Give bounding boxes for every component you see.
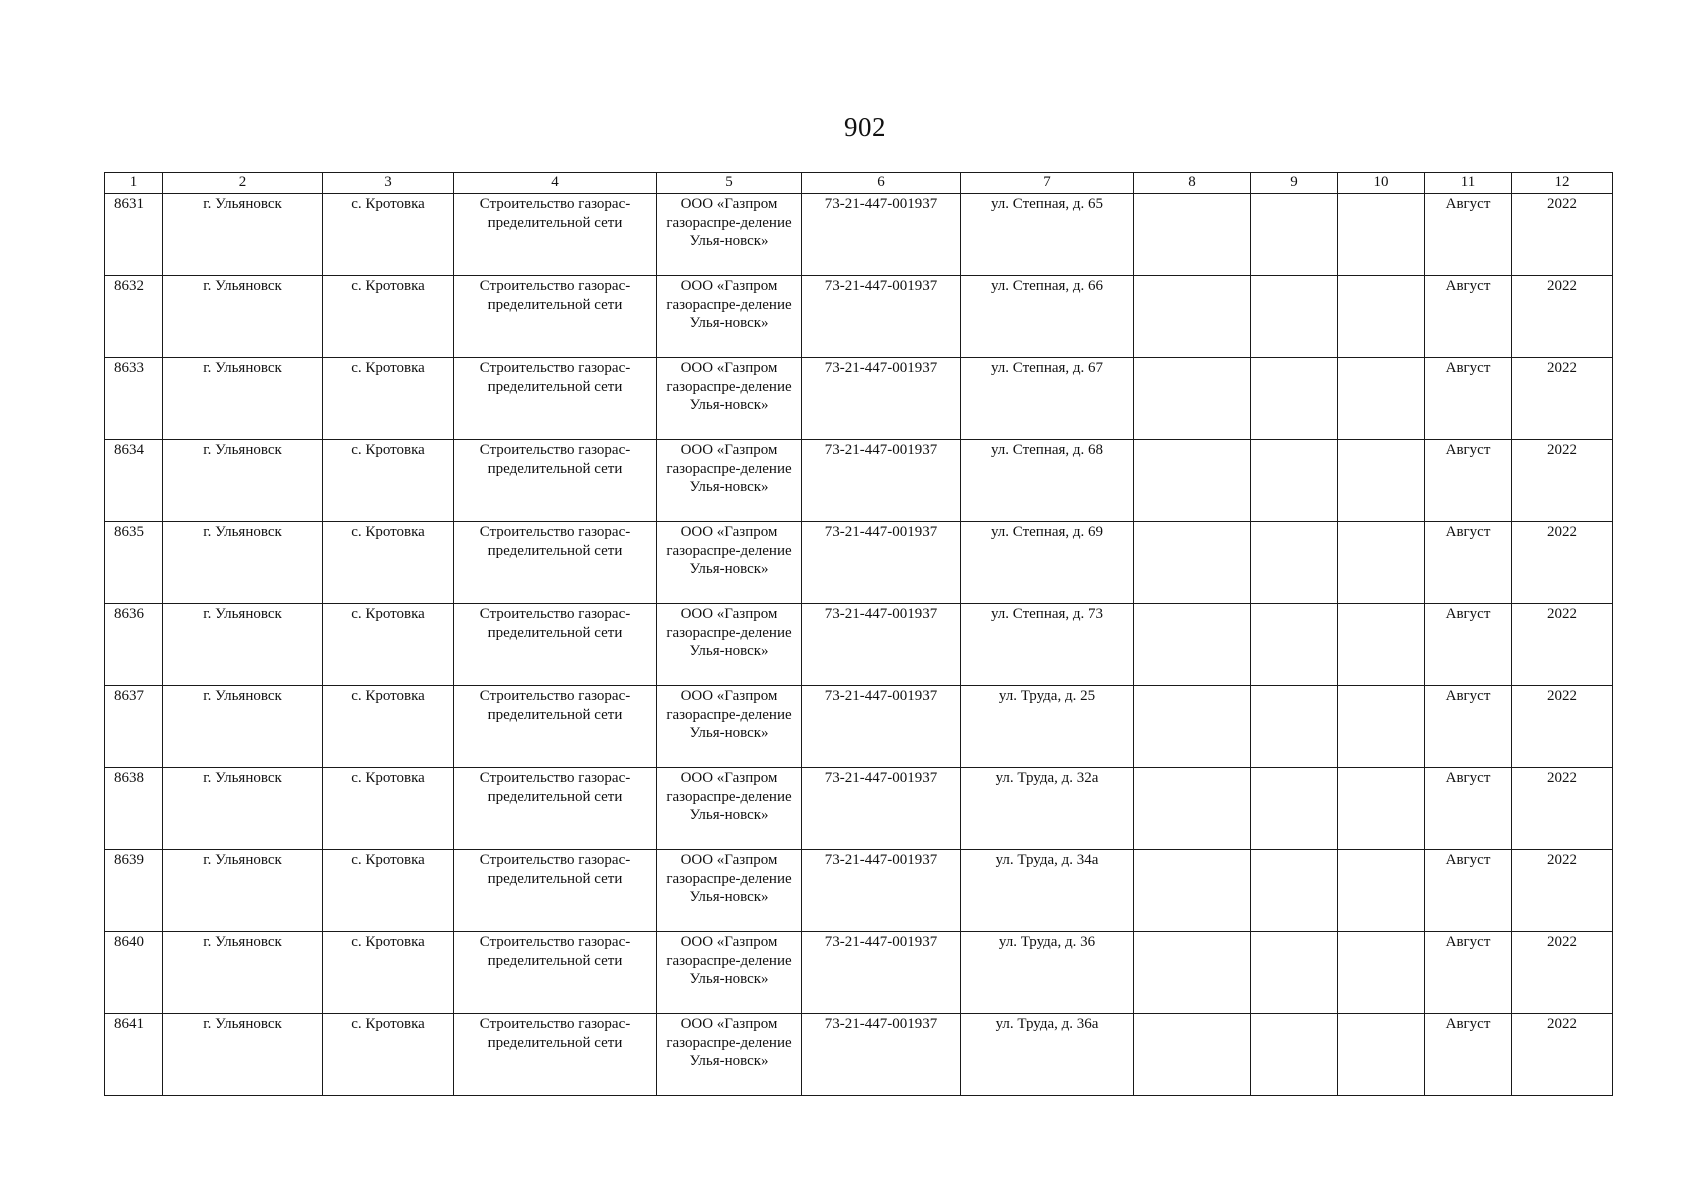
record-number-cell: 8636 [105, 604, 163, 686]
column-header: 7 [961, 173, 1134, 194]
work-type-cell: Строительство газорас-пределительной сети [454, 604, 657, 686]
column-10-cell [1338, 194, 1425, 276]
organization-cell: ООО «Газпром газораспре-деление Улья-новск» [657, 194, 802, 276]
column-8-cell [1134, 358, 1251, 440]
column-9-cell [1251, 1014, 1338, 1096]
column-header: 2 [163, 173, 323, 194]
month-cell: Август [1425, 1014, 1512, 1096]
record-number-cell: 8641 [105, 1014, 163, 1096]
column-header: 10 [1338, 173, 1425, 194]
city-cell: г. Ульяновск [163, 768, 323, 850]
organization-cell: ООО «Газпром газораспре-деление Улья-новск» [657, 358, 802, 440]
month-cell: Август [1425, 850, 1512, 932]
column-9-cell [1251, 604, 1338, 686]
column-9-cell [1251, 194, 1338, 276]
city-cell: г. Ульяновск [163, 686, 323, 768]
record-number-cell: 8640 [105, 932, 163, 1014]
object-code-cell: 73-21-447-001937 [802, 768, 961, 850]
column-header: 3 [323, 173, 454, 194]
year-cell: 2022 [1512, 850, 1613, 932]
column-10-cell [1338, 1014, 1425, 1096]
table-row [105, 358, 1613, 440]
object-code-cell: 73-21-447-001937 [802, 522, 961, 604]
address-cell: ул. Степная, д. 69 [961, 522, 1134, 604]
organization-cell: ООО «Газпром газораспре-деление Улья-новск» [657, 522, 802, 604]
column-10-cell [1338, 768, 1425, 850]
year-cell: 2022 [1512, 932, 1613, 1014]
column-8-cell [1134, 276, 1251, 358]
table-row [105, 276, 1613, 358]
column-9-cell [1251, 686, 1338, 768]
table-row [105, 1014, 1613, 1096]
address-cell: ул. Труда, д. 25 [961, 686, 1134, 768]
work-type-cell: Строительство газорас-пределительной сети [454, 276, 657, 358]
month-cell: Август [1425, 686, 1512, 768]
organization-cell: ООО «Газпром газораспре-деление Улья-новск» [657, 686, 802, 768]
column-8-cell [1134, 522, 1251, 604]
column-10-cell [1338, 932, 1425, 1014]
object-code-cell: 73-21-447-001937 [802, 604, 961, 686]
settlement-cell: с. Кротовка [323, 194, 454, 276]
column-9-cell [1251, 850, 1338, 932]
column-9-cell [1251, 440, 1338, 522]
column-10-cell [1338, 440, 1425, 522]
work-type-cell: Строительство газорас-пределительной сети [454, 686, 657, 768]
organization-cell: ООО «Газпром газораспре-деление Улья-новск» [657, 1014, 802, 1096]
city-cell: г. Ульяновск [163, 604, 323, 686]
column-9-cell [1251, 932, 1338, 1014]
year-cell: 2022 [1512, 604, 1613, 686]
city-cell: г. Ульяновск [163, 850, 323, 932]
object-code-cell: 73-21-447-001937 [802, 686, 961, 768]
address-cell: ул. Труда, д. 34а [961, 850, 1134, 932]
work-type-cell: Строительство газорас-пределительной сети [454, 768, 657, 850]
column-header: 4 [454, 173, 657, 194]
address-cell: ул. Степная, д. 67 [961, 358, 1134, 440]
table-row [105, 686, 1613, 768]
record-number-cell: 8635 [105, 522, 163, 604]
settlement-cell: с. Кротовка [323, 604, 454, 686]
column-8-cell [1134, 194, 1251, 276]
address-cell: ул. Труда, д. 32а [961, 768, 1134, 850]
object-code-cell: 73-21-447-001937 [802, 276, 961, 358]
column-header: 8 [1134, 173, 1251, 194]
column-number-row [105, 173, 1613, 194]
table-row [105, 194, 1613, 276]
month-cell: Август [1425, 522, 1512, 604]
object-code-cell: 73-21-447-001937 [802, 1014, 961, 1096]
settlement-cell: с. Кротовка [323, 358, 454, 440]
work-type-cell: Строительство газорас-пределительной сети [454, 850, 657, 932]
city-cell: г. Ульяновск [163, 276, 323, 358]
column-header: 1 [105, 173, 163, 194]
column-8-cell [1134, 686, 1251, 768]
column-10-cell [1338, 522, 1425, 604]
settlement-cell: с. Кротовка [323, 276, 454, 358]
organization-cell: ООО «Газпром газораспре-деление Улья-новск» [657, 276, 802, 358]
object-code-cell: 73-21-447-001937 [802, 358, 961, 440]
page-number: 902 [844, 112, 886, 142]
column-9-cell [1251, 358, 1338, 440]
year-cell: 2022 [1512, 686, 1613, 768]
organization-cell: ООО «Газпром газораспре-деление Улья-новск» [657, 440, 802, 522]
month-cell: Август [1425, 604, 1512, 686]
city-cell: г. Ульяновск [163, 522, 323, 604]
work-type-cell: Строительство газорас-пределительной сети [454, 358, 657, 440]
city-cell: г. Ульяновск [163, 932, 323, 1014]
year-cell: 2022 [1512, 194, 1613, 276]
address-cell: ул. Степная, д. 68 [961, 440, 1134, 522]
year-cell: 2022 [1512, 358, 1613, 440]
year-cell: 2022 [1512, 276, 1613, 358]
column-header: 9 [1251, 173, 1338, 194]
column-header: 11 [1425, 173, 1512, 194]
year-cell: 2022 [1512, 522, 1613, 604]
column-10-cell [1338, 850, 1425, 932]
column-header: 12 [1512, 173, 1613, 194]
record-number-cell: 8631 [105, 194, 163, 276]
column-8-cell [1134, 768, 1251, 850]
work-type-cell: Строительство газорас-пределительной сети [454, 932, 657, 1014]
organization-cell: ООО «Газпром газораспре-деление Улья-новск» [657, 768, 802, 850]
column-8-cell [1134, 440, 1251, 522]
address-cell: ул. Степная, д. 65 [961, 194, 1134, 276]
table-row [105, 522, 1613, 604]
object-code-cell: 73-21-447-001937 [802, 932, 961, 1014]
column-8-cell [1134, 604, 1251, 686]
work-type-cell: Строительство газорас-пределительной сети [454, 522, 657, 604]
record-number-cell: 8639 [105, 850, 163, 932]
settlement-cell: с. Кротовка [323, 850, 454, 932]
organization-cell: ООО «Газпром газораспре-деление Улья-новск» [657, 604, 802, 686]
work-type-cell: Строительство газорас-пределительной сети [454, 440, 657, 522]
column-9-cell [1251, 276, 1338, 358]
column-10-cell [1338, 276, 1425, 358]
month-cell: Август [1425, 932, 1512, 1014]
table-body [105, 194, 1613, 1096]
year-cell: 2022 [1512, 1014, 1613, 1096]
month-cell: Август [1425, 194, 1512, 276]
settlement-cell: с. Кротовка [323, 768, 454, 850]
record-number-cell: 8637 [105, 686, 163, 768]
month-cell: Август [1425, 276, 1512, 358]
month-cell: Август [1425, 768, 1512, 850]
month-cell: Август [1425, 358, 1512, 440]
settlement-cell: с. Кротовка [323, 1014, 454, 1096]
work-type-cell: Строительство газорас-пределительной сети [454, 194, 657, 276]
column-9-cell [1251, 522, 1338, 604]
address-cell: ул. Труда, д. 36а [961, 1014, 1134, 1096]
record-number-cell: 8634 [105, 440, 163, 522]
column-8-cell [1134, 850, 1251, 932]
table-row [105, 440, 1613, 522]
city-cell: г. Ульяновск [163, 194, 323, 276]
column-10-cell [1338, 604, 1425, 686]
settlement-cell: с. Кротовка [323, 932, 454, 1014]
table-row [105, 932, 1613, 1014]
address-cell: ул. Степная, д. 73 [961, 604, 1134, 686]
table-row [105, 768, 1613, 850]
column-8-cell [1134, 1014, 1251, 1096]
column-header: 6 [802, 173, 961, 194]
organization-cell: ООО «Газпром газораспре-деление Улья-новск» [657, 932, 802, 1014]
settlement-cell: с. Кротовка [323, 686, 454, 768]
work-type-cell: Строительство газорас-пределительной сети [454, 1014, 657, 1096]
address-cell: ул. Труда, д. 36 [961, 932, 1134, 1014]
settlement-cell: с. Кротовка [323, 522, 454, 604]
table-row [105, 850, 1613, 932]
object-code-cell: 73-21-447-001937 [802, 194, 961, 276]
year-cell: 2022 [1512, 768, 1613, 850]
city-cell: г. Ульяновск [163, 358, 323, 440]
city-cell: г. Ульяновск [163, 440, 323, 522]
object-code-cell: 73-21-447-001937 [802, 440, 961, 522]
organization-cell: ООО «Газпром газораспре-деление Улья-новск» [657, 850, 802, 932]
column-10-cell [1338, 358, 1425, 440]
record-number-cell: 8638 [105, 768, 163, 850]
table-row [105, 604, 1613, 686]
month-cell: Август [1425, 440, 1512, 522]
address-cell: ул. Степная, д. 66 [961, 276, 1134, 358]
column-8-cell [1134, 932, 1251, 1014]
city-cell: г. Ульяновск [163, 1014, 323, 1096]
object-code-cell: 73-21-447-001937 [802, 850, 961, 932]
records-table [104, 172, 1613, 1096]
column-10-cell [1338, 686, 1425, 768]
record-number-cell: 8632 [105, 276, 163, 358]
column-9-cell [1251, 768, 1338, 850]
record-number-cell: 8633 [105, 358, 163, 440]
year-cell: 2022 [1512, 440, 1613, 522]
column-header: 5 [657, 173, 802, 194]
settlement-cell: с. Кротовка [323, 440, 454, 522]
